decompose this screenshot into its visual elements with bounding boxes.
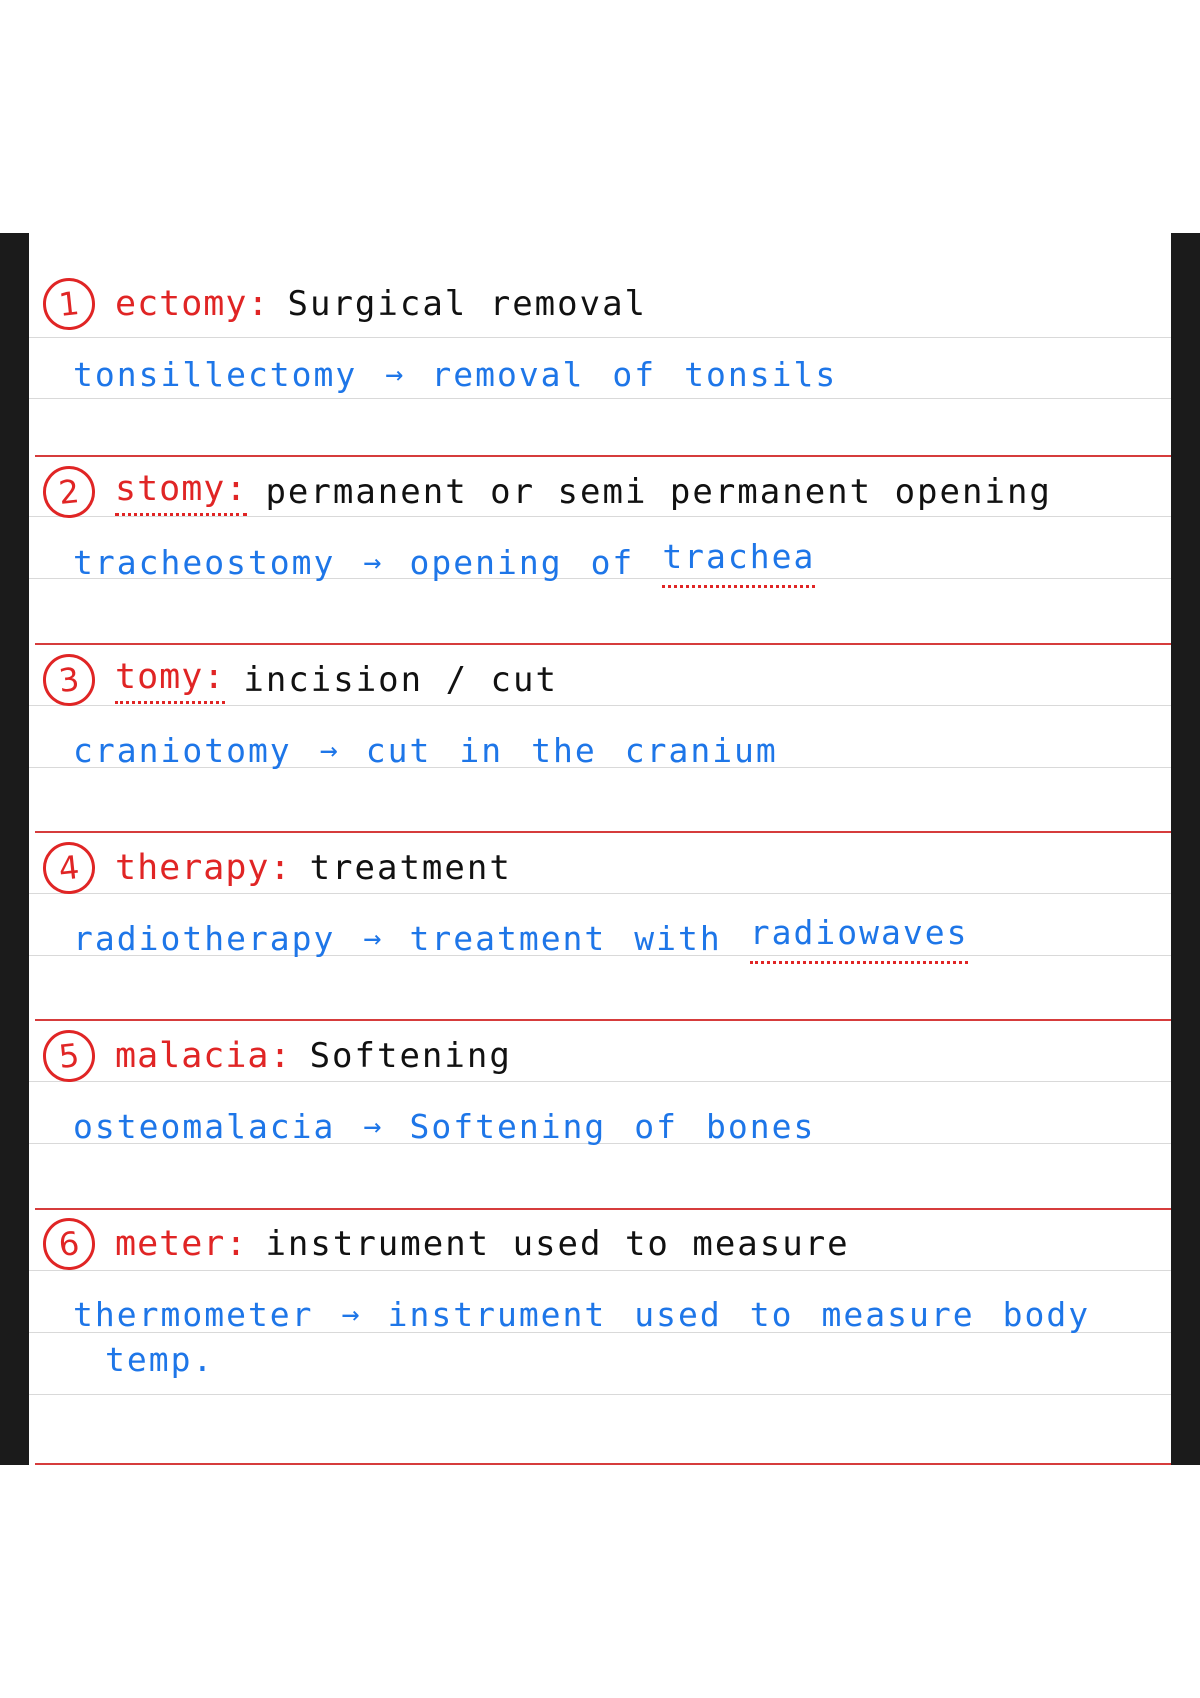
example-meaning-part: of [612,354,657,394]
suffix-term: ectomy: [115,284,270,324]
example-word: craniotomy [73,730,292,770]
suffix-definition: Softening [309,1036,512,1076]
example-word: thermometer [73,1294,314,1334]
example-meaning-part: of [590,542,635,582]
example-meaning-part: cut [365,730,432,770]
suffix-term: meter: [115,1224,248,1264]
entry-heading [43,833,1153,903]
scanned-note-page [0,233,1200,1465]
example-meaning-part: opening [409,542,563,582]
suffix-definition: Surgical removal [287,284,648,324]
right-dark-margin [1171,233,1200,1465]
example-meaning-part: of [634,1106,679,1146]
circled-number: 2 [40,463,97,520]
example-meaning-part: Softening [409,1106,607,1146]
left-dark-margin [0,233,29,1465]
example-line [73,910,1158,966]
arrow-icon: → [341,1296,360,1332]
entry-heading [43,269,1153,339]
note-entry-stomy [29,421,1171,609]
example-line [73,534,1158,590]
suffix-term: therapy: [115,848,292,888]
circled-number: 6 [40,1215,97,1272]
example-meaning-part: used [634,1294,722,1334]
example-continuation: temp. [105,1340,215,1379]
example-word: radiotherapy [73,918,336,958]
suffix-definition: incision / cut [243,660,558,700]
circled-number: 4 [40,839,97,896]
example-meaning-part: treatment [409,918,607,958]
example-meaning-part: measure [821,1294,975,1334]
example-meaning-part: trachea [662,537,815,588]
example-meaning-part: cranium [624,730,778,770]
arrow-icon: → [319,732,338,768]
note-entry-meter [29,1173,1171,1465]
suffix-term: tomy: [115,657,225,704]
arrow-icon: → [363,920,382,956]
example-meaning-part: in [459,730,504,770]
example-word: tracheostomy [73,542,336,582]
example-meaning-part: removal [431,354,585,394]
circled-number: 5 [40,1027,97,1084]
note-entry-tomy [29,609,1171,797]
example-meaning-part: the [531,730,597,770]
example-line [73,722,1158,778]
circled-number: 1 [40,275,97,332]
entry-heading [43,1021,1153,1091]
example-meaning-part: bones [706,1106,816,1146]
ruled-note-paper [29,233,1171,1465]
arrow-icon: → [363,544,382,580]
example-meaning-part: radiowaves [750,913,969,964]
example-line [73,1098,1158,1154]
entry-heading [43,645,1153,715]
circled-number: 3 [40,651,97,708]
example-meaning-part: body [1002,1294,1091,1334]
suffix-definition: permanent or semi permanent opening [265,472,1052,512]
example-line [73,1286,1158,1342]
suffix-term: stomy: [115,469,247,516]
note-entry-ectomy [29,233,1171,421]
note-entry-malacia [29,985,1171,1173]
suffix-definition: treatment [309,848,512,888]
example-line [73,346,1158,402]
note-entry-therapy [29,797,1171,985]
arrow-icon: → [363,1108,382,1144]
entry-heading [43,457,1153,527]
example-meaning-part: instrument [387,1294,607,1334]
example-meaning-part: with [634,918,722,958]
entry-heading [43,1209,1153,1279]
example-word: tonsillectomy [73,354,358,394]
example-word: osteomalacia [73,1106,336,1146]
example-meaning-part: tonsils [684,354,838,394]
arrow-icon: → [385,356,404,392]
example-meaning-part: to [749,1294,794,1334]
suffix-definition: instrument used to measure [265,1224,850,1264]
suffix-term: malacia: [115,1036,292,1076]
